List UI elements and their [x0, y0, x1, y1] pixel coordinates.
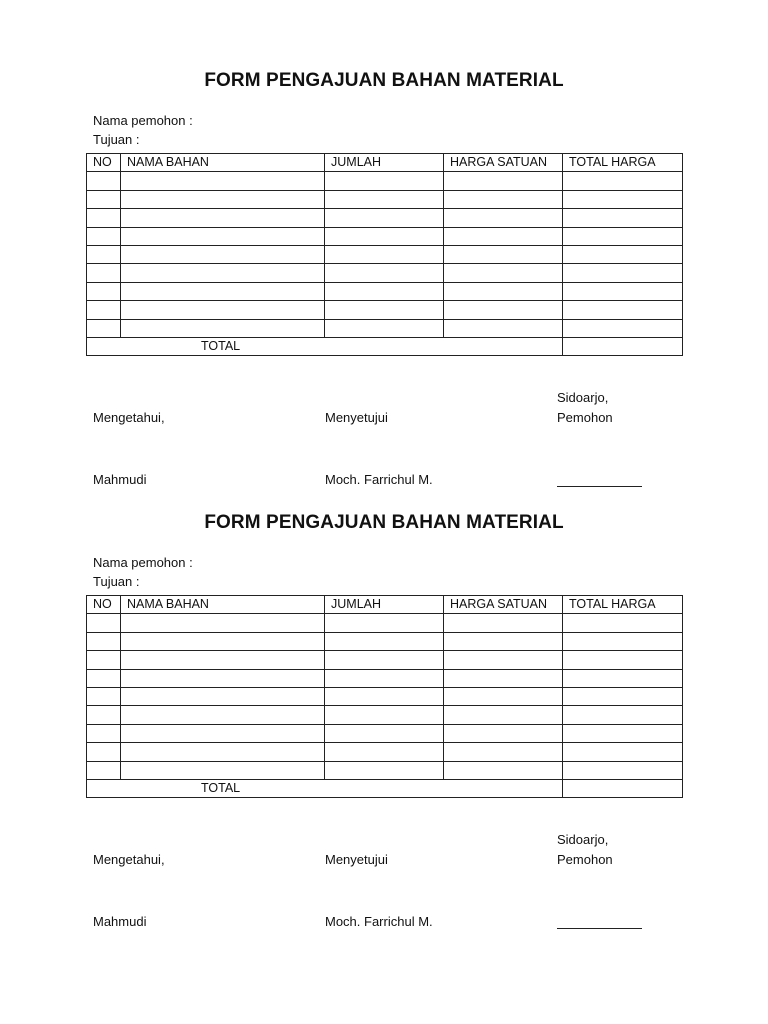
table-row	[87, 761, 683, 779]
table-cell	[121, 651, 325, 669]
table-cell	[121, 227, 325, 245]
table-cell	[563, 190, 683, 208]
table-cell	[444, 209, 563, 227]
header-total-harga: TOTAL HARGA	[563, 154, 683, 172]
table-cell	[444, 301, 563, 319]
material-request-form	[0, 0, 768, 487]
table-cell	[444, 172, 563, 190]
table-cell	[563, 301, 683, 319]
material-table	[86, 153, 683, 356]
table-cell	[444, 761, 563, 779]
table-cell	[87, 632, 121, 650]
header-harga-satuan: HARGA SATUAN	[444, 596, 563, 614]
table-row	[87, 669, 683, 687]
table-cell	[121, 172, 325, 190]
table-cell	[563, 614, 683, 632]
table-cell	[121, 614, 325, 632]
table-cell	[444, 706, 563, 724]
table-row	[87, 706, 683, 724]
table-cell	[444, 632, 563, 650]
table-cell	[87, 687, 121, 705]
nama-pemohon-label: Nama pemohon :	[93, 113, 193, 128]
table-cell	[444, 319, 563, 337]
table-cell	[87, 245, 121, 263]
table-cell	[325, 687, 444, 705]
header-jumlah: JUMLAH	[325, 596, 444, 614]
table-cell	[444, 743, 563, 761]
table-cell	[121, 669, 325, 687]
table-cell	[444, 282, 563, 300]
pemohon-label: Pemohon	[557, 852, 613, 867]
table-cell	[121, 209, 325, 227]
table-cell	[87, 172, 121, 190]
total-label: TOTAL	[87, 337, 563, 355]
table-cell	[87, 282, 121, 300]
table-cell	[444, 227, 563, 245]
total-value-cell	[563, 779, 683, 797]
table-cell	[87, 724, 121, 742]
table-cell	[325, 264, 444, 282]
header-no: NO	[87, 154, 121, 172]
header-no: NO	[87, 596, 121, 614]
menyetujui-name: Moch. Farrichul M.	[325, 472, 433, 487]
tujuan-label: Tujuan :	[93, 132, 140, 147]
table-cell	[87, 227, 121, 245]
table-cell	[444, 651, 563, 669]
table-cell	[325, 190, 444, 208]
table-cell	[563, 669, 683, 687]
table-cell	[121, 319, 325, 337]
menyetujui-label: Menyetujui	[325, 410, 388, 425]
table-cell	[87, 190, 121, 208]
table-row	[87, 190, 683, 208]
table-cell	[444, 669, 563, 687]
table-cell	[563, 264, 683, 282]
table-cell	[87, 669, 121, 687]
table-cell	[325, 614, 444, 632]
table-cell	[325, 319, 444, 337]
table-row	[87, 651, 683, 669]
material-request-form	[0, 442, 768, 929]
table-cell	[325, 669, 444, 687]
table-row	[87, 172, 683, 190]
table-cell	[121, 301, 325, 319]
table-row	[87, 301, 683, 319]
table-cell	[563, 743, 683, 761]
header-total-harga: TOTAL HARGA	[563, 596, 683, 614]
table-cell	[325, 761, 444, 779]
table-cell	[121, 724, 325, 742]
table-cell	[87, 743, 121, 761]
menyetujui-name: Moch. Farrichul M.	[325, 914, 433, 929]
table-cell	[563, 319, 683, 337]
table-cell	[87, 209, 121, 227]
header-nama-bahan: NAMA BAHAN	[121, 596, 325, 614]
table-row	[87, 264, 683, 282]
pemohon-signature-line	[557, 928, 642, 929]
mengetahui-name: Mahmudi	[93, 914, 147, 929]
total-value-cell	[563, 337, 683, 355]
table-cell	[87, 614, 121, 632]
table-row	[87, 282, 683, 300]
mengetahui-label: Mengetahui,	[93, 852, 165, 867]
table-row	[87, 743, 683, 761]
header-jumlah: JUMLAH	[325, 154, 444, 172]
table-cell	[325, 706, 444, 724]
table-row	[87, 319, 683, 337]
table-cell	[87, 301, 121, 319]
table-cell	[87, 319, 121, 337]
table-cell	[444, 687, 563, 705]
table-cell	[444, 264, 563, 282]
menyetujui-label: Menyetujui	[325, 852, 388, 867]
header-harga-satuan: HARGA SATUAN	[444, 154, 563, 172]
table-cell	[121, 190, 325, 208]
table-cell	[563, 724, 683, 742]
mengetahui-name: Mahmudi	[93, 472, 147, 487]
table-cell	[563, 687, 683, 705]
table-cell	[563, 245, 683, 263]
table-cell	[563, 172, 683, 190]
table-cell	[87, 761, 121, 779]
table-cell	[325, 724, 444, 742]
table-cell	[325, 172, 444, 190]
tujuan-label: Tujuan :	[93, 574, 140, 589]
pemohon-label: Pemohon	[557, 410, 613, 425]
table-cell	[121, 632, 325, 650]
table-cell	[444, 245, 563, 263]
table-cell	[563, 282, 683, 300]
table-cell	[121, 761, 325, 779]
table-cell	[563, 651, 683, 669]
city-label: Sidoarjo,	[557, 832, 609, 847]
form-title: FORM PENGAJUAN BAHAN MATERIAL	[204, 70, 564, 91]
table-cell	[121, 706, 325, 724]
table-header-row	[87, 154, 683, 172]
table-row	[87, 245, 683, 263]
header-nama-bahan: NAMA BAHAN	[121, 154, 325, 172]
table-cell	[121, 264, 325, 282]
table-cell	[325, 227, 444, 245]
total-row	[87, 337, 683, 355]
table-cell	[563, 706, 683, 724]
table-cell	[87, 651, 121, 669]
table-cell	[121, 245, 325, 263]
table-row	[87, 209, 683, 227]
nama-pemohon-label: Nama pemohon :	[93, 555, 193, 570]
table-row	[87, 632, 683, 650]
table-cell	[563, 209, 683, 227]
city-label: Sidoarjo,	[557, 390, 609, 405]
table-cell	[325, 632, 444, 650]
table-cell	[444, 724, 563, 742]
form-title: FORM PENGAJUAN BAHAN MATERIAL	[204, 512, 564, 533]
table-cell	[121, 282, 325, 300]
table-cell	[563, 761, 683, 779]
table-cell	[325, 245, 444, 263]
table-cell	[87, 264, 121, 282]
table-cell	[444, 614, 563, 632]
table-cell	[121, 687, 325, 705]
table-row	[87, 614, 683, 632]
table-cell	[325, 743, 444, 761]
table-row	[87, 687, 683, 705]
table-cell	[121, 743, 325, 761]
material-table	[86, 595, 683, 798]
table-cell	[325, 651, 444, 669]
table-cell	[563, 227, 683, 245]
table-row	[87, 724, 683, 742]
table-cell	[325, 209, 444, 227]
total-label: TOTAL	[87, 779, 563, 797]
table-cell	[325, 282, 444, 300]
table-row	[87, 227, 683, 245]
table-cell	[444, 190, 563, 208]
table-header-row	[87, 596, 683, 614]
total-row	[87, 779, 683, 797]
table-cell	[87, 706, 121, 724]
table-cell	[563, 632, 683, 650]
mengetahui-label: Mengetahui,	[93, 410, 165, 425]
table-cell	[325, 301, 444, 319]
